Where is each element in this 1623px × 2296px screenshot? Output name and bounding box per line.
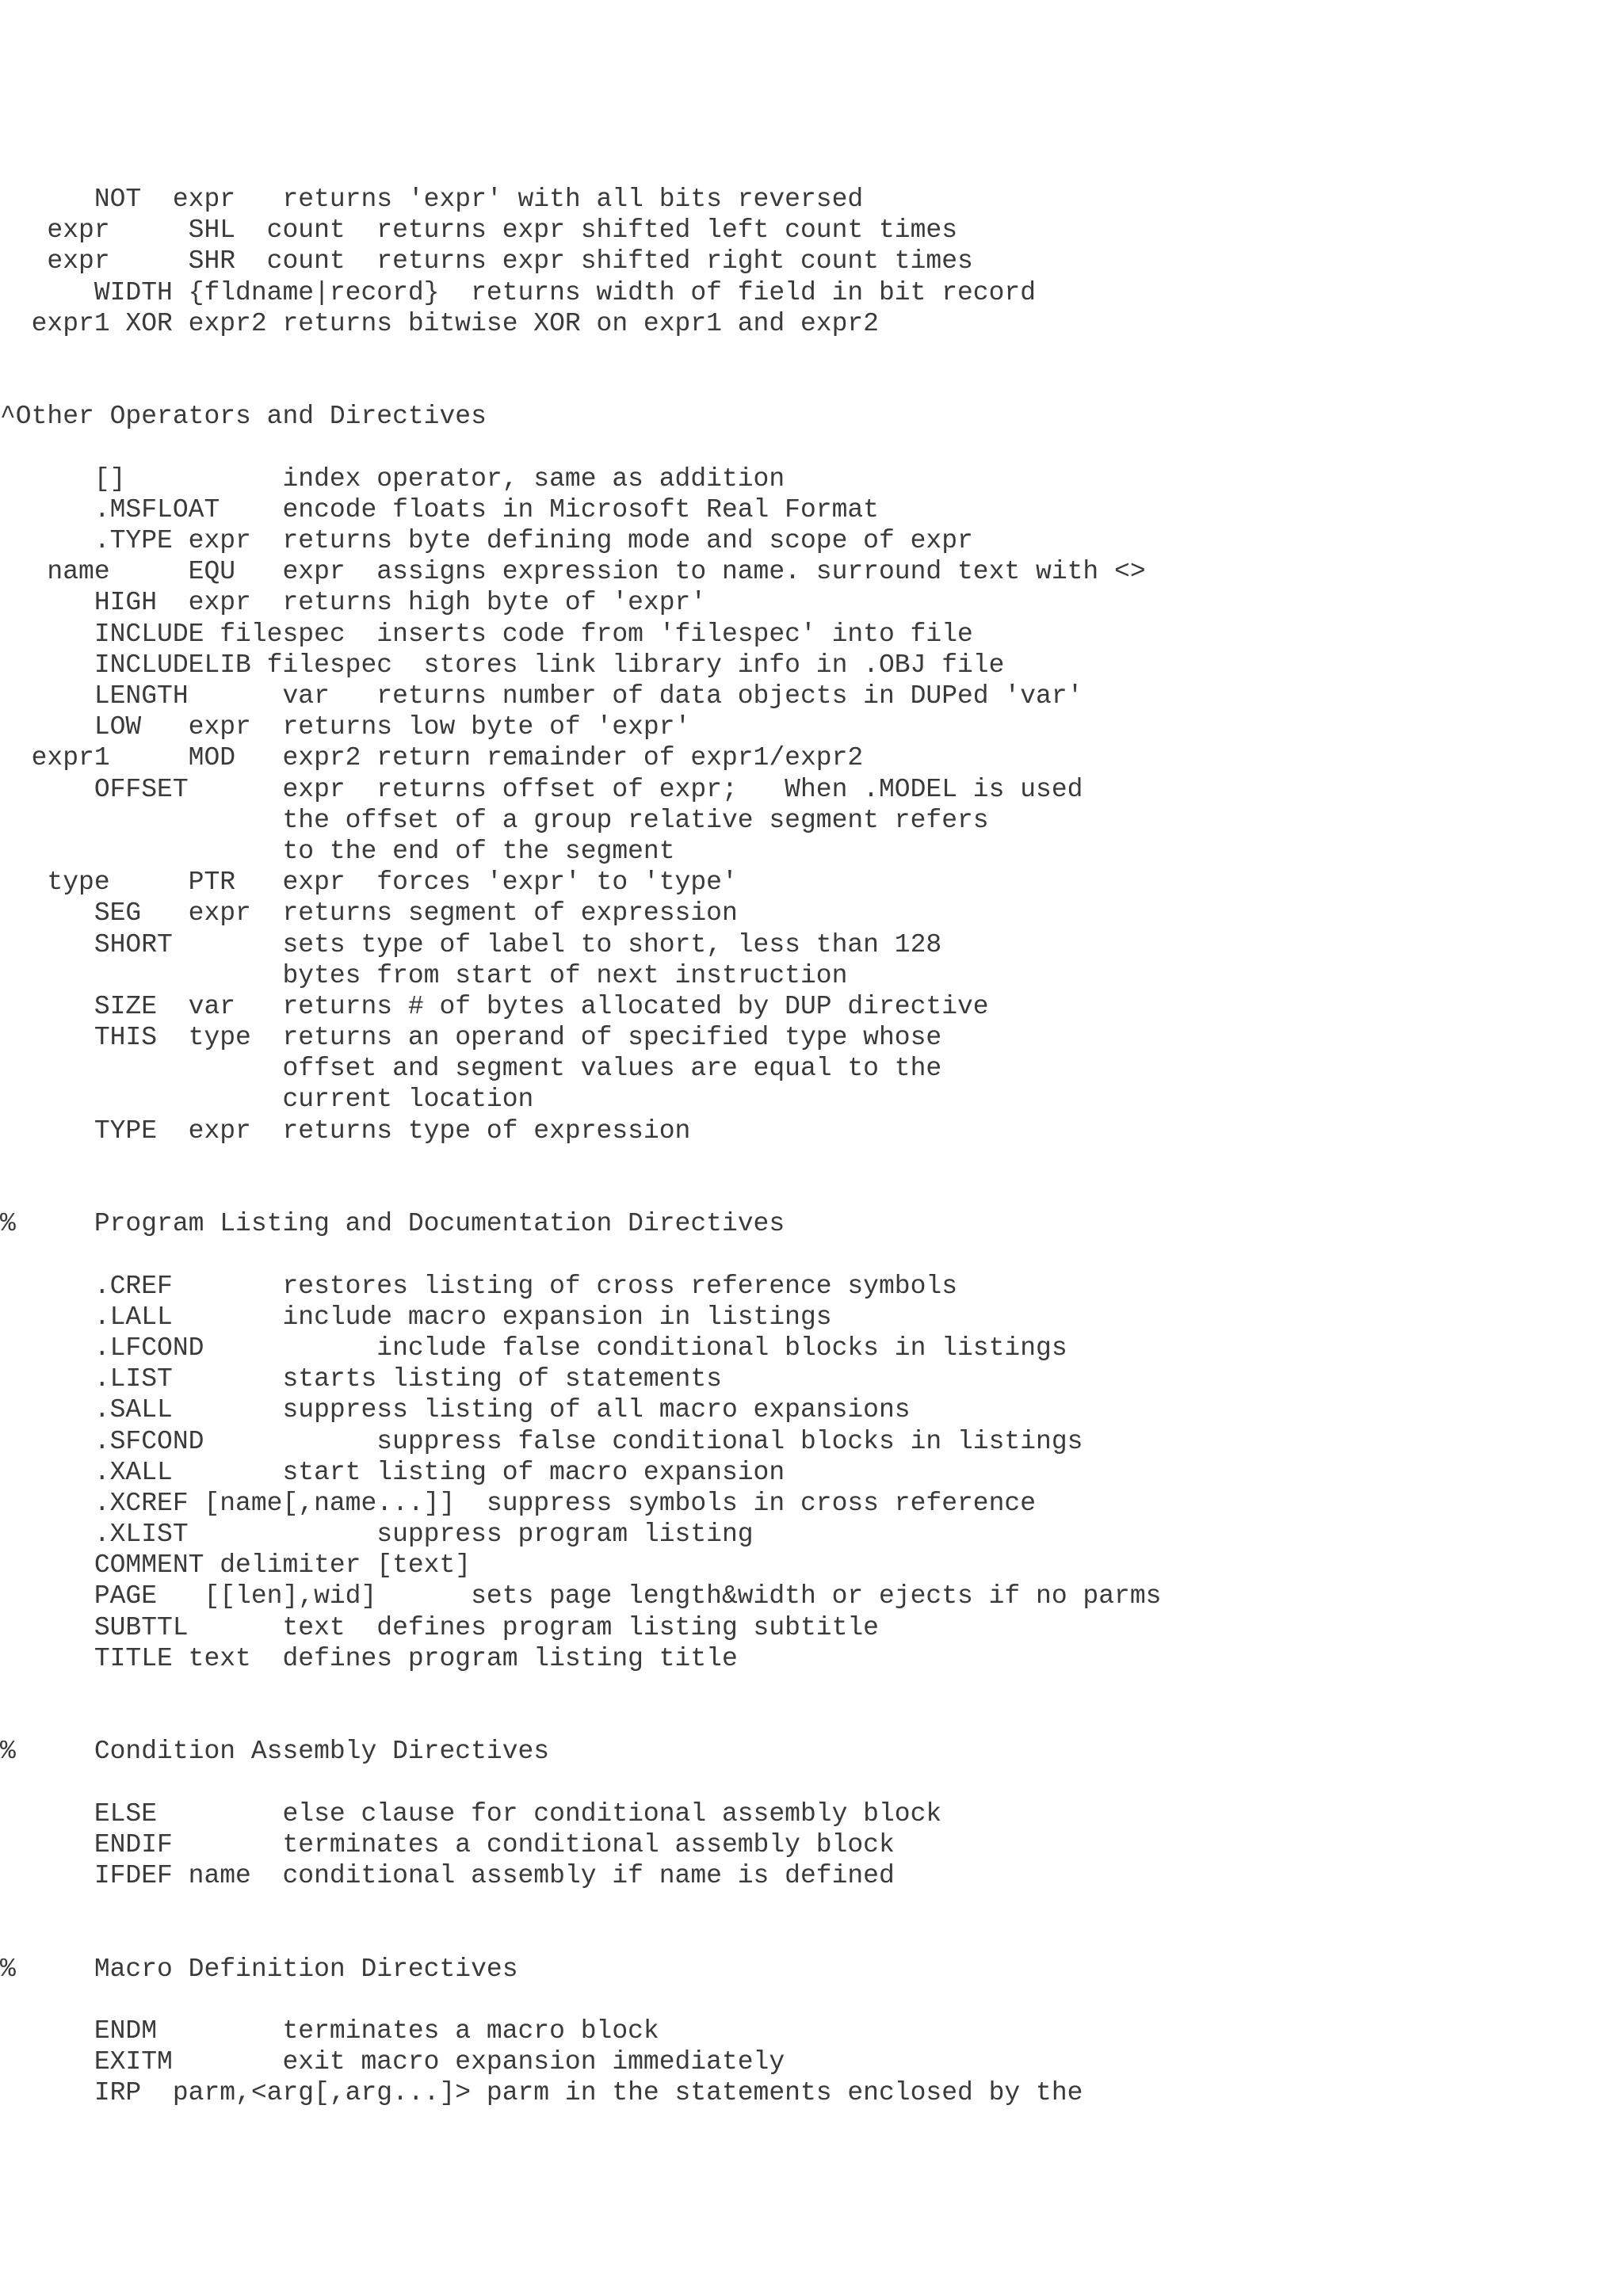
text-line: NOT expr returns 'expr' with all bits reversed (0, 185, 864, 214)
text-line: .XCREF [name[,name...]] suppress symbols in cross reference (0, 1488, 1037, 1518)
blank-line (0, 1705, 1623, 1736)
text-line: ENDM terminates a macro block (0, 2016, 659, 2046)
text-line: .LIST starts listing of statements (0, 1364, 722, 1394)
text-line: PAGE [[len],wid] sets page length&width or ejects if no parms (0, 1581, 1162, 1611)
section-heading: % Condition Assembly Directives (0, 1737, 550, 1767)
blank-line (0, 1674, 1623, 1705)
text-line: expr1 MOD expr2 return remainder of expr1/expr2 (0, 743, 864, 773)
text-line: SUBTTL text defines program listing subtitle (0, 1612, 879, 1642)
text-line: EXITM exit macro expansion immediately (0, 2047, 785, 2077)
text-line: .SFCOND suppress false conditional blocks in listings (0, 1426, 1083, 1456)
text-line: offset and segment values are equal to the (0, 1054, 942, 1084)
blank-line (0, 1923, 1623, 1954)
blank-line (0, 370, 1623, 401)
section-heading: % Program Listing and Documentation Directives (0, 1209, 785, 1239)
text-line: .CREF restores listing of cross reference symbols (0, 1271, 957, 1301)
section-heading: ^Other Operators and Directives (0, 402, 487, 432)
blank-line (0, 1239, 1623, 1270)
text-line: .XLIST suppress program listing (0, 1520, 754, 1550)
blank-line (0, 1146, 1623, 1177)
blank-line (0, 1768, 1623, 1798)
text-line: expr SHR count returns expr shifted right count times (0, 246, 973, 277)
text-line: COMMENT delimiter [text] (0, 1550, 472, 1581)
text-line: OFFSET expr returns offset of expr; When .MODEL is used (0, 774, 1083, 804)
other-operators-section (0, 401, 1623, 1146)
text-line: ELSE else clause for conditional assembly block (0, 1798, 942, 1829)
text-line: current location (0, 1085, 534, 1115)
text-line: expr SHL count returns expr shifted left count times (0, 215, 957, 246)
text-line: ENDIF terminates a conditional assembly block (0, 1829, 895, 1859)
text-line: IFDEF name conditional assembly if name is defined (0, 1861, 895, 1891)
text-line: .SALL suppress listing of all macro expansions (0, 1395, 911, 1425)
text-line: name EQU expr assigns expression to name. surround text with <> (0, 557, 1146, 587)
text-line: bytes from start of next instruction (0, 960, 848, 990)
text-line: .MSFLOAT encode floats in Microsoft Real Format (0, 494, 879, 524)
text-line: TYPE expr returns type of expression (0, 1116, 691, 1146)
section-heading: % Macro Definition Directives (0, 1954, 518, 1984)
text-line: the offset of a group relative segment refers (0, 805, 989, 835)
text-line: IRP parm,<arg[,arg...]> parm in the statements enclosed by the (0, 2078, 1083, 2108)
blank-line (0, 433, 1623, 463)
text-line: [] index operator, same as addition (0, 463, 785, 494)
text-line: THIS type returns an operand of specified type whose (0, 1023, 942, 1053)
text-line: SEG expr returns segment of expression (0, 898, 738, 929)
text-line: INCLUDELIB filespec stores link library info in .OBJ file (0, 650, 1005, 680)
text-line: .LFCOND include false conditional blocks in listings (0, 1333, 1067, 1363)
text-line: .LALL include macro expansion in listings (0, 1302, 832, 1332)
operators-tail-block (0, 184, 1623, 339)
blank-line (0, 339, 1623, 370)
text-line: LOW expr returns low byte of 'expr' (0, 712, 691, 742)
macro-directives-section (0, 1954, 1623, 2109)
blank-line (0, 1891, 1623, 1922)
text-line: INCLUDE filespec inserts code from 'filespec' into file (0, 619, 973, 649)
text-line: expr1 XOR expr2 returns bitwise XOR on expr1 and expr2 (0, 308, 879, 338)
text-line: type PTR expr forces 'expr' to 'type' (0, 868, 738, 898)
condition-directives-section (0, 1736, 1623, 1891)
text-line: .XALL start listing of macro expansion (0, 1457, 785, 1487)
text-line: TITLE text defines program listing title (0, 1643, 738, 1673)
text-line: to the end of the segment (0, 836, 675, 866)
blank-line (0, 1985, 1623, 2016)
text-line: SIZE var returns # of bytes allocated by DUP directive (0, 991, 989, 1021)
blank-line (0, 1177, 1623, 1208)
text-line: .TYPE expr returns byte defining mode and scope of expr (0, 526, 973, 556)
text-line: WIDTH {fldname|record} returns width of field in bit record (0, 277, 1037, 307)
text-line: SHORT sets type of label to short, less than 128 (0, 929, 942, 959)
document-text (0, 184, 1623, 2109)
text-line: HIGH expr returns high byte of 'expr' (0, 588, 707, 618)
text-line: LENGTH var returns number of data objects in DUPed 'var' (0, 681, 1083, 711)
listing-directives-section (0, 1208, 1623, 1674)
